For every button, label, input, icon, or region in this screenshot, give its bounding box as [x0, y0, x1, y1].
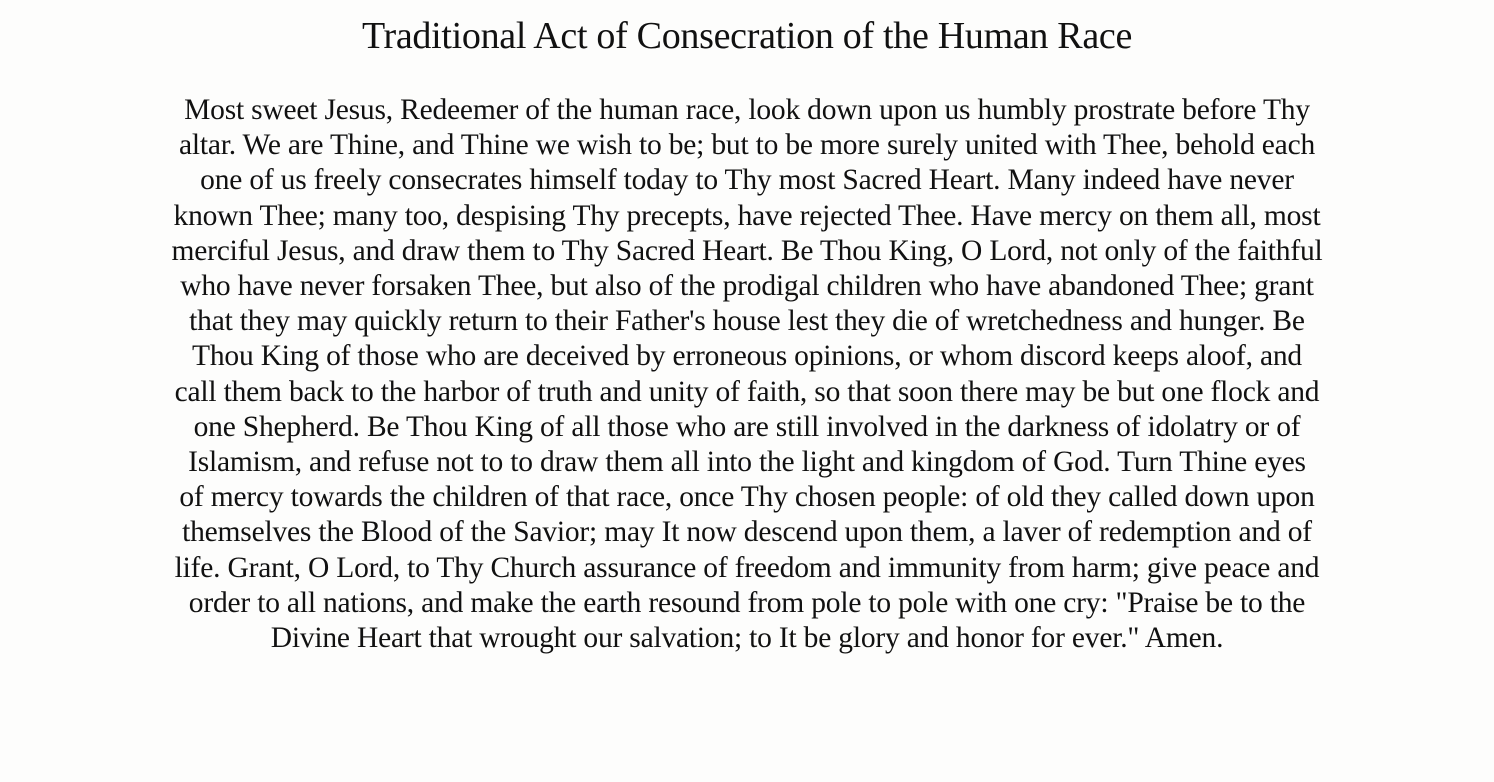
text-line: Islamism, and refuse not to to draw them all into the light and kingdom of God. Turn Thine eyes	[188, 446, 1306, 479]
text-line: of mercy towards the children of that race, once Thy chosen people: of old they called down upon	[179, 481, 1315, 514]
text-line: call them back to the harbor of truth and unity of faith, so that soon there may be but one flock and	[174, 375, 1320, 408]
text-line: who have never forsaken Thee, but also of the prodigal children who have abandoned Thee; grant	[180, 270, 1314, 303]
text-line: Most sweet Jesus, Redeemer of the human race, look down upon us humbly prostrate before Thy	[184, 94, 1310, 126]
text-line: one of us freely consecrates himself today to Thy most Sacred Heart. Many indeed have never	[200, 164, 1294, 197]
document-title: Traditional Act of Consecration of the Human Race	[361, 15, 1133, 57]
text-line: merciful Jesus, and draw them to Thy Sacred Heart. Be Thou King, O Lord, not only of the faithful	[171, 234, 1323, 267]
text-line: order to all nations, and make the earth resound from pole to pole with one cry: "Praise be to the	[188, 586, 1306, 619]
text-line: that they may quickly return to their Father's house lest they die of wretchedness and hunger. Be	[189, 305, 1305, 338]
text-line: Thou King of those who are deceived by erroneous opinions, or whom discord keeps aloof, and	[192, 340, 1302, 373]
text-line: themselves the Blood of the Savior; may It now descend upon them, a laver of redemption and of	[182, 516, 1312, 549]
text-line: one Shepherd. Be Thou King of all those who are still involved in the darkness of idolatry or of	[193, 410, 1301, 443]
text-line: known Thee; many too, despising Thy precepts, have rejected Thee. Have mercy on them all, most	[173, 199, 1321, 232]
text-line: Divine Heart that wrought our salvation; to It be glory and honor for ever." Amen.	[270, 622, 1224, 655]
text-line: life. Grant, O Lord, to Thy Church assurance of freedom and immunity from harm; give peace and	[174, 551, 1320, 584]
prayer-text	[0, 93, 1494, 656]
text-line: altar. We are Thine, and Thine we wish to be; but to be more surely united with Thee, behold each	[178, 129, 1316, 162]
